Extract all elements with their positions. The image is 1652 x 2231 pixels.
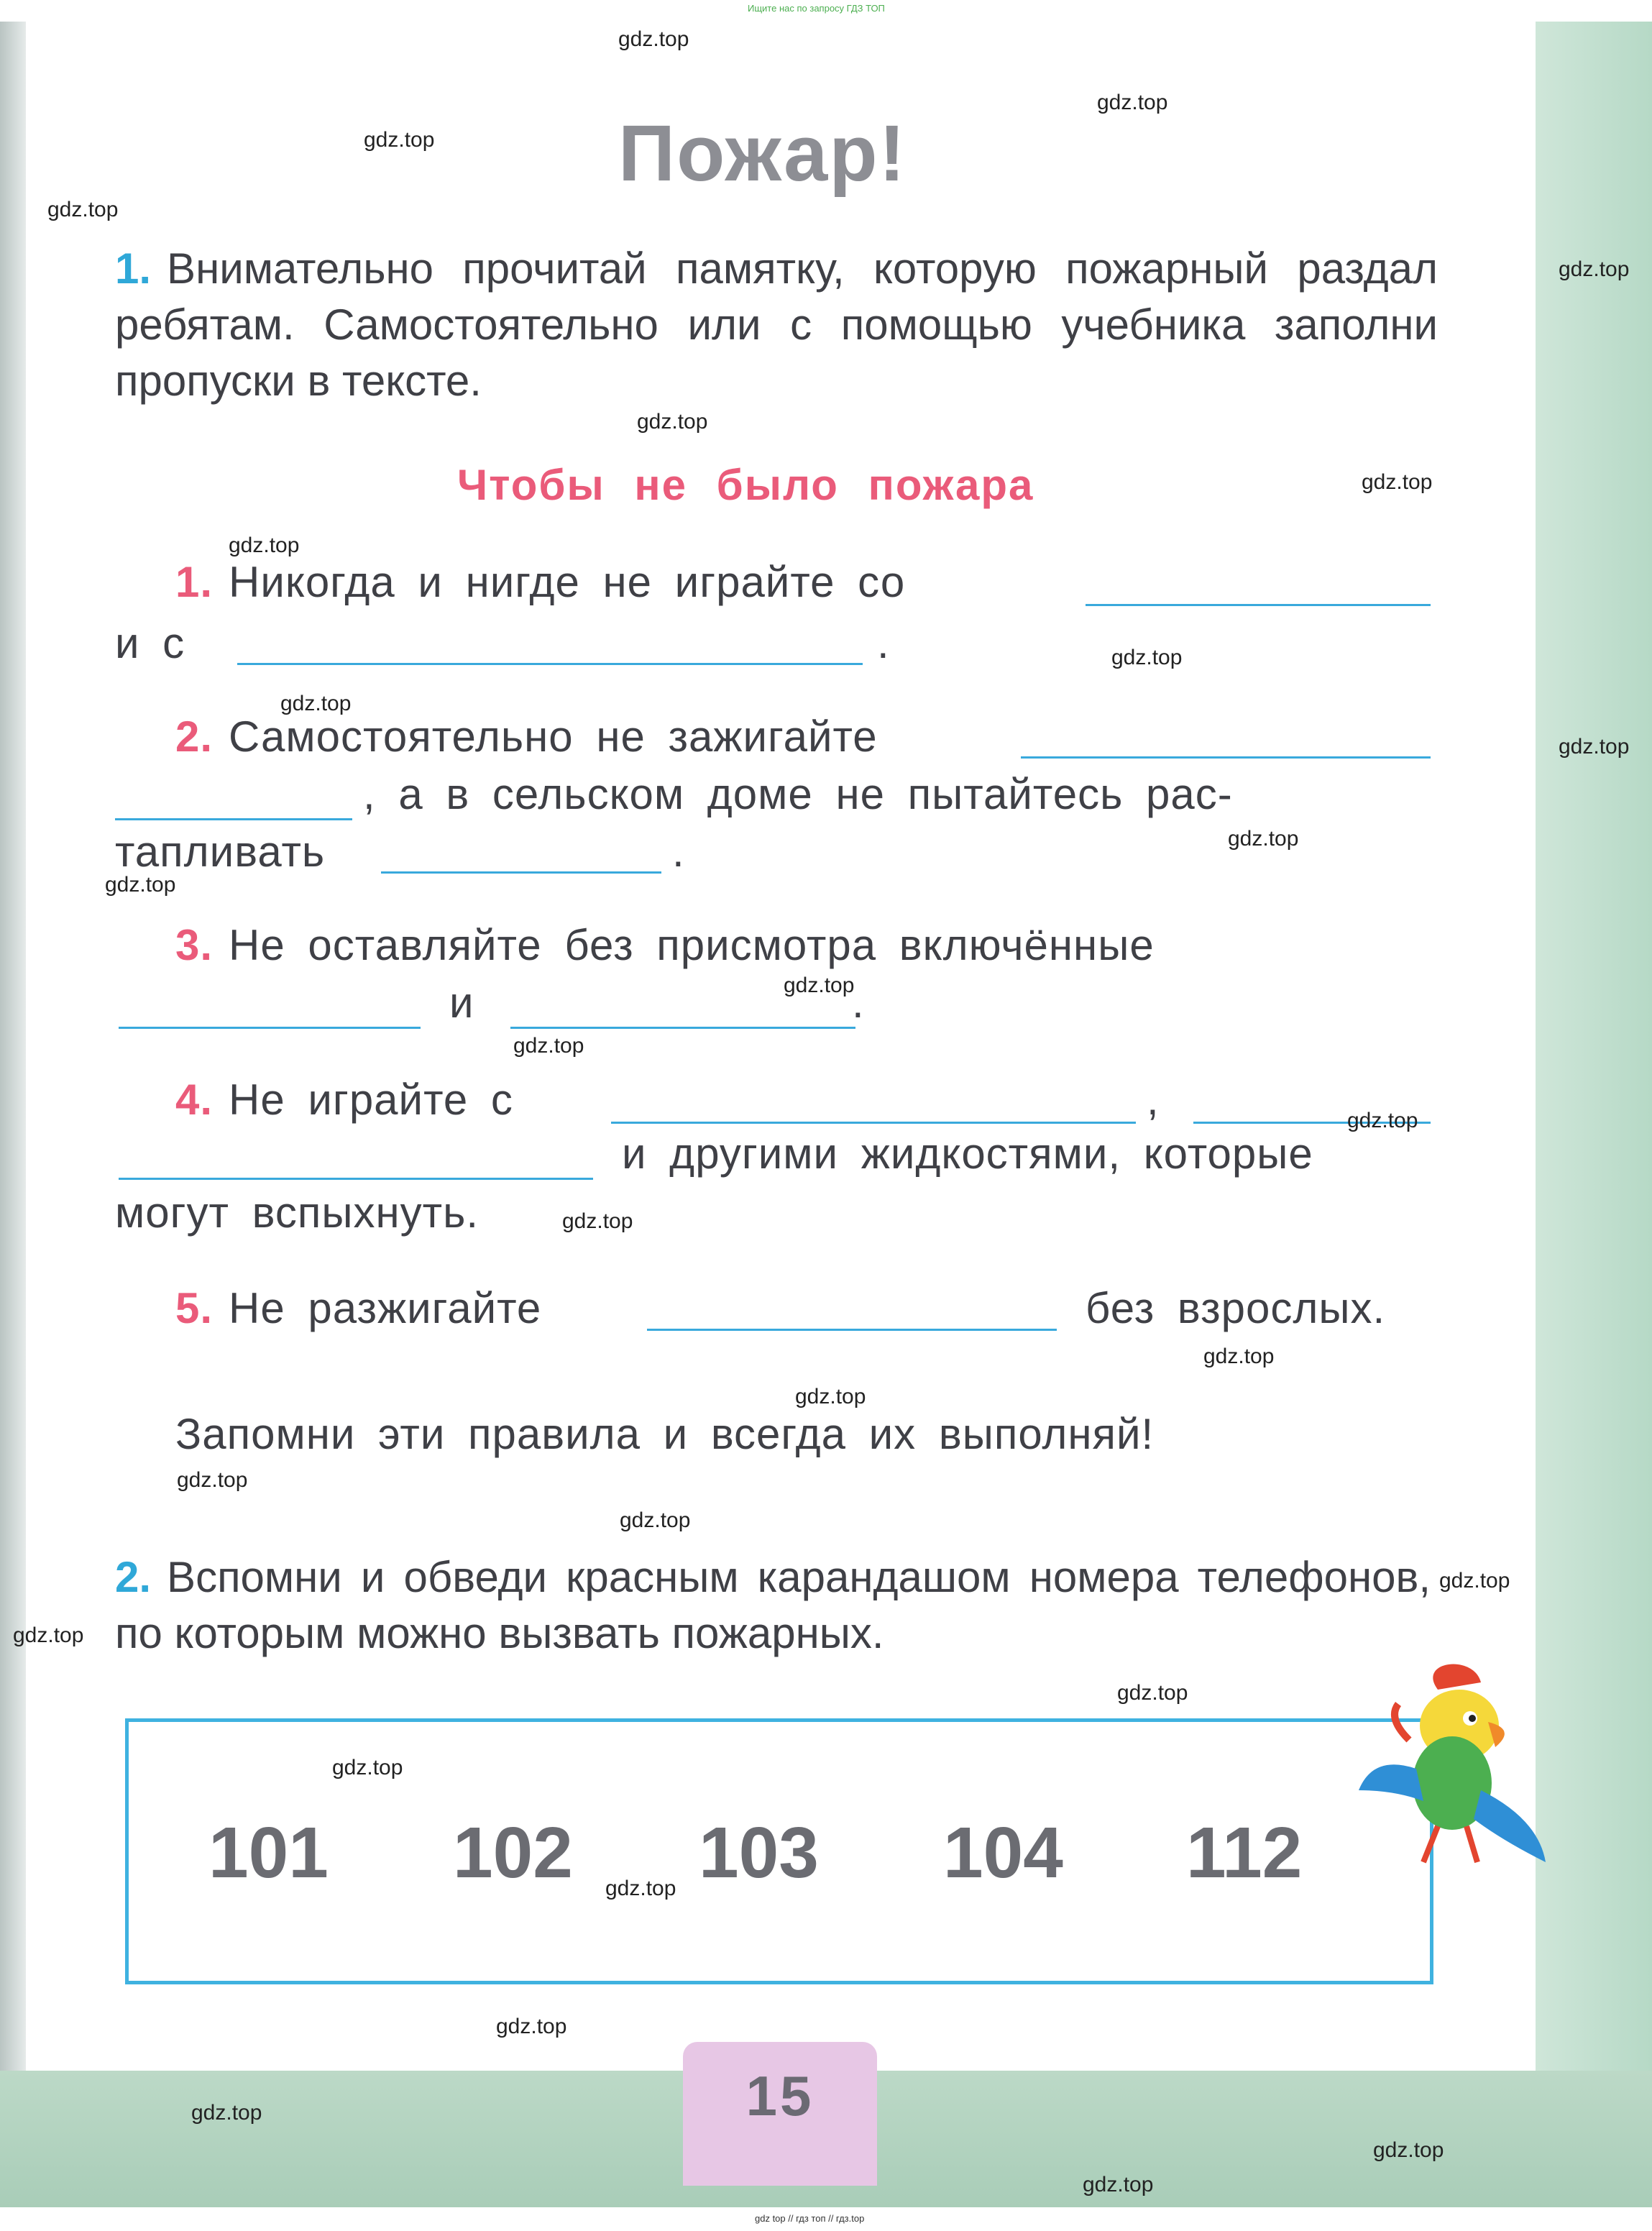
watermark: gdz.top xyxy=(1111,646,1183,669)
rule-2-blank-1[interactable] xyxy=(1021,756,1431,759)
watermark: gdz.top xyxy=(784,974,855,997)
watermark: gdz.top xyxy=(1347,1109,1418,1132)
watermark: gdz.top xyxy=(1373,2138,1444,2162)
memo-title: Чтобы не было пожара xyxy=(457,461,1034,509)
watermark: gdz.top xyxy=(105,873,176,897)
rule-3-line-1 xyxy=(175,920,1155,970)
rule-4-comma: , xyxy=(1147,1076,1159,1124)
watermark: gdz.top xyxy=(1117,1681,1188,1705)
watermark: gdz.top xyxy=(1559,735,1630,759)
rule-1-text: Никогда и нигде не играйте со xyxy=(229,558,906,606)
page-number: 15 xyxy=(745,2064,814,2127)
rule-2-line-3: тапливать xyxy=(115,828,326,876)
phone-number-102[interactable]: 102 xyxy=(453,1813,573,1893)
rule-1-blank-2[interactable] xyxy=(237,663,863,665)
watermark: gdz.top xyxy=(332,1756,403,1779)
watermark: gdz.top xyxy=(280,692,352,715)
watermark: gdz.top xyxy=(13,1623,84,1647)
rule-1-line-1 xyxy=(175,557,905,607)
watermark: gdz.top xyxy=(637,410,708,434)
rule-2-line-2: , а в сельском доме не пытайтесь рас- xyxy=(363,770,1233,818)
task-1-number: 1. xyxy=(115,244,152,293)
watermark: gdz.top xyxy=(1097,91,1168,114)
rule-4-blank-1[interactable] xyxy=(611,1122,1136,1124)
watermark: gdz.top xyxy=(513,1034,584,1058)
rule-2-blank-3[interactable] xyxy=(381,871,661,874)
rule-1-line-2: и с xyxy=(115,619,185,667)
parrot-illustration xyxy=(1330,1646,1560,1877)
watermark: gdz.top xyxy=(1362,470,1433,494)
memo-conclusion: Запомни эти правила и всегда их выполняй! xyxy=(175,1410,1155,1458)
task-1 xyxy=(115,241,1438,409)
watermark: gdz.top xyxy=(496,2015,567,2038)
rule-5-text: Не разжигайте xyxy=(229,1284,542,1332)
watermark: gdz.top xyxy=(1228,827,1299,851)
footer-note: gdz top // гдз топ // гдз.top xyxy=(755,2213,865,2224)
phone-number-104[interactable]: 104 xyxy=(943,1813,1063,1893)
page-title: Пожар! xyxy=(618,109,907,198)
task-2 xyxy=(115,1549,1431,1662)
task-2-number: 2. xyxy=(115,1553,152,1601)
watermark: gdz.top xyxy=(1083,2173,1154,2196)
rule-2-number: 2. xyxy=(175,713,214,761)
rule-2-blank-2[interactable] xyxy=(115,818,352,820)
watermark: gdz.top xyxy=(1203,1344,1275,1368)
rule-1-number: 1. xyxy=(175,558,214,606)
rule-2-period: . xyxy=(672,828,684,876)
rule-3-text: Не оставляйте без присмотра включённые xyxy=(229,921,1155,969)
rule-4-line-2: и другими жидкостями, которые xyxy=(622,1130,1313,1178)
rule-1-period: . xyxy=(877,619,889,667)
watermark: gdz.top xyxy=(47,198,119,221)
rule-3-blank-1[interactable] xyxy=(119,1027,421,1029)
rule-4-number: 4. xyxy=(175,1076,214,1124)
rule-5-line-1 xyxy=(175,1283,541,1333)
rule-5-number: 5. xyxy=(175,1284,214,1332)
phone-number-103[interactable]: 103 xyxy=(699,1813,819,1893)
watermark: gdz.top xyxy=(1439,1569,1510,1593)
task-1-text: Внимательно прочитай памятку, которую пожарный раздал ребятам. Самостоятельно или с помощью учебника заполни пропуски в тексте. xyxy=(115,244,1438,405)
rule-5-line-end: без взрослых. xyxy=(1086,1284,1386,1332)
phone-number-101[interactable]: 101 xyxy=(208,1813,329,1893)
watermark: gdz.top xyxy=(191,2101,262,2125)
phone-number-112[interactable]: 112 xyxy=(1186,1813,1303,1893)
rule-3-period: . xyxy=(852,979,864,1027)
rule-4-line-3: могут вспыхнуть. xyxy=(115,1188,479,1237)
watermark: gdz.top xyxy=(229,533,300,557)
watermark: gdz.top xyxy=(1559,257,1630,281)
watermark: gdz.top xyxy=(605,1877,676,1900)
rule-5-blank[interactable] xyxy=(647,1329,1057,1331)
header-note: Ищите нас по запросу ГДЗ ТОП xyxy=(748,3,885,14)
rule-1-blank-1[interactable] xyxy=(1086,604,1431,606)
rule-4-text: Не играйте с xyxy=(229,1076,513,1124)
rule-2-text: Самостоятельно не зажигайте xyxy=(229,713,878,761)
rule-3-line-2: и xyxy=(449,979,474,1027)
rule-3-number: 3. xyxy=(175,921,214,969)
rule-3-blank-2[interactable] xyxy=(510,1027,855,1029)
watermark: gdz.top xyxy=(364,128,435,152)
book-spine xyxy=(0,22,26,2143)
next-page-margin xyxy=(1536,22,1652,2207)
watermark: gdz.top xyxy=(795,1385,866,1408)
rule-4-blank-3[interactable] xyxy=(119,1178,593,1180)
watermark: gdz.top xyxy=(618,27,689,51)
rule-2-line-1 xyxy=(175,712,878,761)
watermark: gdz.top xyxy=(177,1468,248,1492)
task-2-text: Вспомни и обведи красным карандашом номера телефонов, по которым можно вызвать пожарных. xyxy=(115,1553,1431,1657)
watermark: gdz.top xyxy=(620,1508,691,1532)
watermark: gdz.top xyxy=(562,1209,633,1233)
rule-4-line-1 xyxy=(175,1075,513,1124)
